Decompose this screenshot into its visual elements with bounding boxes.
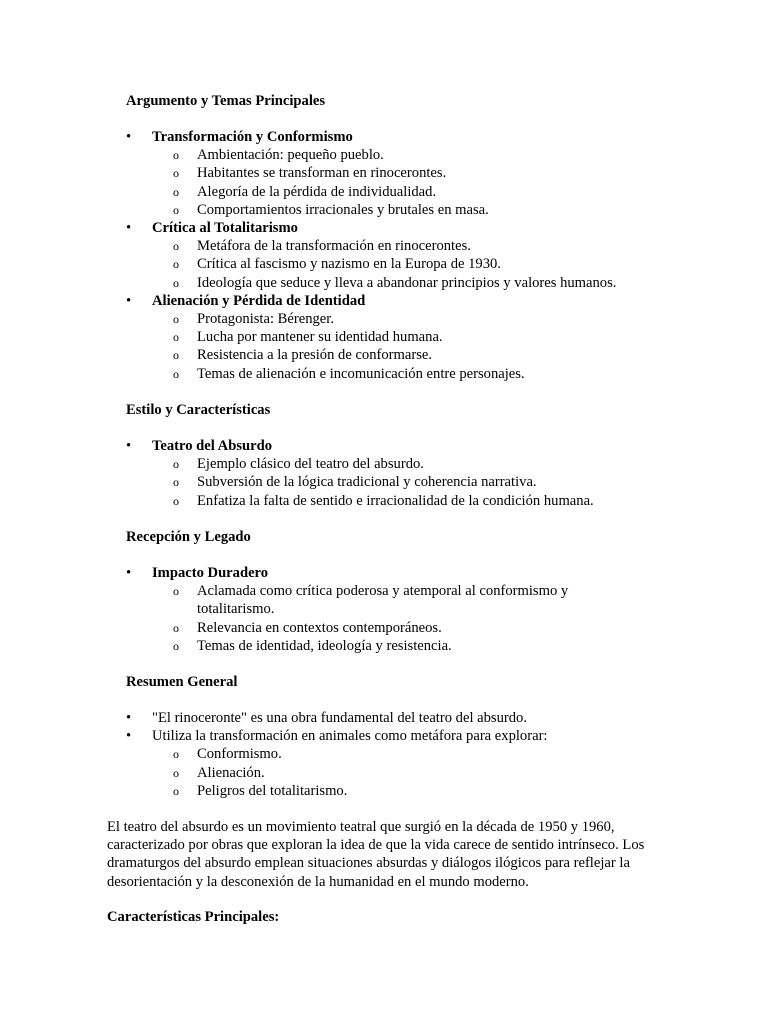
sub-bullet-icon: o xyxy=(173,366,179,381)
sub-list-item: o Enfatiza la falta de sentido e irracionalidad de la condición humana. xyxy=(173,492,594,509)
bullet-icon: • xyxy=(126,129,132,145)
sub-list-item: o Peligros del totalitarismo. xyxy=(173,782,348,799)
sub-bullet-icon: o xyxy=(173,765,179,780)
sub-bullet-icon: o xyxy=(173,747,179,762)
section-heading: Argumento y Temas Principales xyxy=(126,93,326,109)
sub-bullet-icon: o xyxy=(173,202,179,217)
sub-bullet-icon: o xyxy=(173,330,179,345)
sub-list-item: o Resistencia a la presión de conformarse. xyxy=(173,347,433,364)
sub-list-item: o Conformismo. xyxy=(173,746,282,763)
sub-list-item: o Ambientación: pequeño pueblo. xyxy=(173,147,384,164)
sub-list-item: o Habitantes se transforman en rinocerontes. xyxy=(173,165,447,182)
sub-bullet-icon: o xyxy=(173,148,179,163)
list-item: • Alienación y Pérdida de Identidad xyxy=(126,292,366,309)
sub-list-item: o Alegoría de la pérdida de individualidad. xyxy=(173,183,437,200)
sub-list-item: o Aclamada como crítica poderosa y atemporal al conformismo y totalitarismo. xyxy=(173,583,569,618)
bullet-icon: • xyxy=(126,728,132,745)
bullet-icon: • xyxy=(126,292,132,309)
sub-list-item: o Ideología que seduce y lleva a abandonar principios y valores humanos. xyxy=(173,274,617,291)
sub-bullet-icon: o xyxy=(173,166,179,181)
section-heading: Características Principales: xyxy=(107,909,280,925)
sub-bullet-icon: o xyxy=(173,239,179,254)
bullet-icon: • xyxy=(126,438,132,454)
list-item: • Utiliza la transformación en animales como metáfora para explorar: xyxy=(126,728,548,745)
section-list xyxy=(126,564,686,655)
sub-bullet-icon: o xyxy=(173,457,179,472)
sub-list-item: o Comportamientos irracionales y brutales en masa. xyxy=(173,201,489,218)
section-heading: Recepción y Legado xyxy=(126,529,251,545)
sub-list-item: o Temas de identidad, ideología y resistencia. xyxy=(173,637,452,654)
sub-list-item: o Alienación. xyxy=(173,764,265,781)
sub-list-item: o Protagonista: Bérenger. xyxy=(173,311,334,328)
list-item: • Impacto Duradero xyxy=(126,565,269,581)
sub-list-item: o Ejemplo clásico del teatro del absurdo. xyxy=(173,456,424,473)
sub-bullet-icon: o xyxy=(173,584,179,599)
sub-bullet-icon: o xyxy=(173,312,179,327)
bullet-icon: • xyxy=(126,710,132,726)
sub-list-item: o Crítica al fascismo y nazismo en la Europa de 1930. xyxy=(173,256,501,273)
bullet-icon: • xyxy=(126,220,132,237)
section-heading: Resumen General xyxy=(126,674,238,690)
bullet-icon: • xyxy=(126,565,132,581)
sub-bullet-icon: o xyxy=(173,620,179,635)
sub-bullet-icon: o xyxy=(173,348,179,363)
section-heading: Estilo y Características xyxy=(126,402,271,418)
sub-bullet-icon: o xyxy=(173,257,179,272)
sub-list-item: o Subversión de la lógica tradicional y coherencia narrativa. xyxy=(173,474,537,491)
sub-bullet-icon: o xyxy=(173,275,179,290)
sub-bullet-icon: o xyxy=(173,493,179,508)
list-item: • Crítica al Totalitarismo xyxy=(126,220,298,237)
section-list xyxy=(126,709,686,800)
sub-list-item: o Temas de alienación e incomunicación entre personajes. xyxy=(173,365,525,382)
body-paragraph: El teatro del absurdo es un movimiento teatral que surgió en la década de 1950 y 1960, caracterizado por obras que exploran la idea de que la vida carece de sentido intrínseco. Los dramaturgos del absurdo emplean situaciones absurdas y diálogos ilógicos para reflejar la desorientación y la desconexión de la humanidad en el mundo moderno. xyxy=(107,819,645,890)
list-item: • Transformación y Conformismo xyxy=(126,129,353,145)
list-item: • Teatro del Absurdo xyxy=(126,438,273,454)
sub-list-item: o Relevancia en contextos contemporáneos. xyxy=(173,619,442,636)
list-item: • "El rinoceronte" es una obra fundamental del teatro del absurdo. xyxy=(126,710,527,726)
sub-bullet-icon: o xyxy=(173,783,179,798)
sub-list-item: o Lucha por mantener su identidad humana. xyxy=(173,329,443,346)
sub-bullet-icon: o xyxy=(173,475,179,490)
section-list xyxy=(126,437,686,510)
section-list xyxy=(126,128,686,383)
sub-list-item: o Metáfora de la transformación en rinocerontes. xyxy=(173,238,471,255)
sub-bullet-icon: o xyxy=(173,184,179,199)
sub-bullet-icon: o xyxy=(173,638,179,653)
